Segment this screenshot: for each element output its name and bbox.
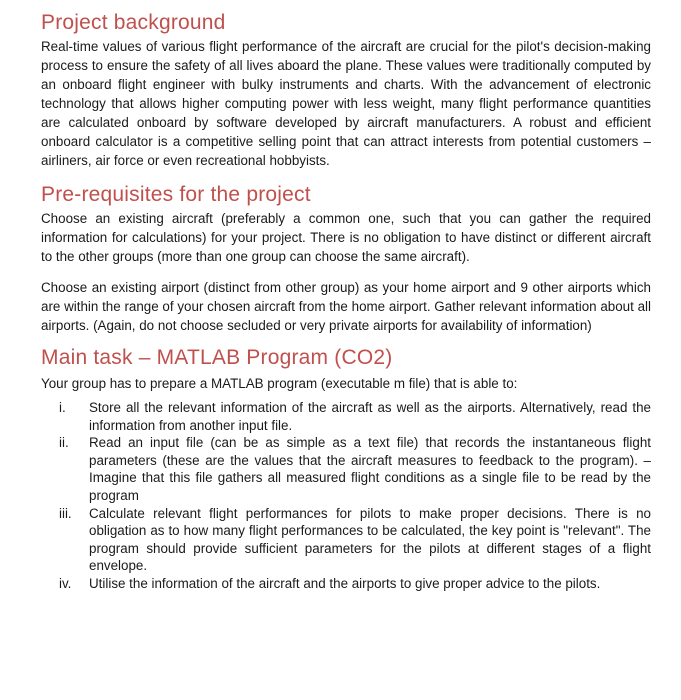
project-background-section [41, 10, 651, 170]
main-task-intro: Your group has to prepare a MATLAB program (executable m file) that is able to: [41, 376, 518, 391]
main-task-heading: Main task – MATLAB Program (CO2) [41, 346, 393, 369]
list-item [41, 505, 651, 575]
list-item-number: iii. [59, 505, 72, 521]
list-item-number: i. [59, 400, 66, 415]
list-item [41, 399, 651, 434]
list-item-number: ii. [59, 435, 69, 451]
list-item [41, 575, 651, 593]
list-item-text: Calculate relevant flight performances for pilots to make proper decisions. There is no obligation as to how many flight performances to be calculated, the key point is "relevant". The program should provide sufficient parameters for the pilots at different stages of a flight envelope. [89, 505, 651, 574]
project-background-text: Real-time values of various flight performance of the aircraft are crucial for the pilot's decision-making process to ensure the safety of all lives aboard the plane. These values were traditionally computed by an onboard flight engineer with bulky instruments and charts. With the advancement of electronic technology that allows higher computing power with less weight, many flight performance quantities are calculated onboard by software developed by aircraft manufacturers. A robust and efficient onboard calculator is a competitive selling point that can attract interests from potential customers – airliners, air force or even recreational hobbyists. [41, 39, 651, 168]
prerequisites-heading: Pre-requisites for the project [41, 183, 311, 206]
prerequisites-section [41, 182, 651, 335]
list-item [41, 434, 651, 504]
prerequisites-aircraft-text: Choose an existing aircraft (preferably a common one, such that you can gather the required information for calculations) for your project. There is no obligation to have distinct or different aircraft to the other groups (more than one group can choose the same aircraft). [41, 211, 651, 264]
list-item-text: Utilise the information of the aircraft and the airports to give proper advice to the pilots. [89, 575, 601, 591]
list-item-text: Read an input file (can be as simple as a text file) that records the instantaneous flight parameters (these are the values that the aircraft measures to feedback to the program). – Imagine that this file gathers all measured flight conditions as a single file to be read by the program [89, 435, 651, 503]
document-page [41, 10, 651, 593]
list-item-text: Store all the relevant information of the aircraft as well as the airports. Alternatively, read the information from another input file. [89, 400, 651, 433]
main-task-section [41, 345, 651, 593]
list-item-number: iv. [59, 575, 72, 591]
prerequisites-airport-text: Choose an existing airport (distinct from other group) as your home airport and 9 other airports which are within the range of your chosen aircraft from the home airport. Gather relevant information about all airports. (Again, do not choose secluded or very private airports for availability of information) [41, 280, 651, 333]
project-background-heading: Project background [41, 11, 226, 34]
task-list [41, 399, 651, 593]
